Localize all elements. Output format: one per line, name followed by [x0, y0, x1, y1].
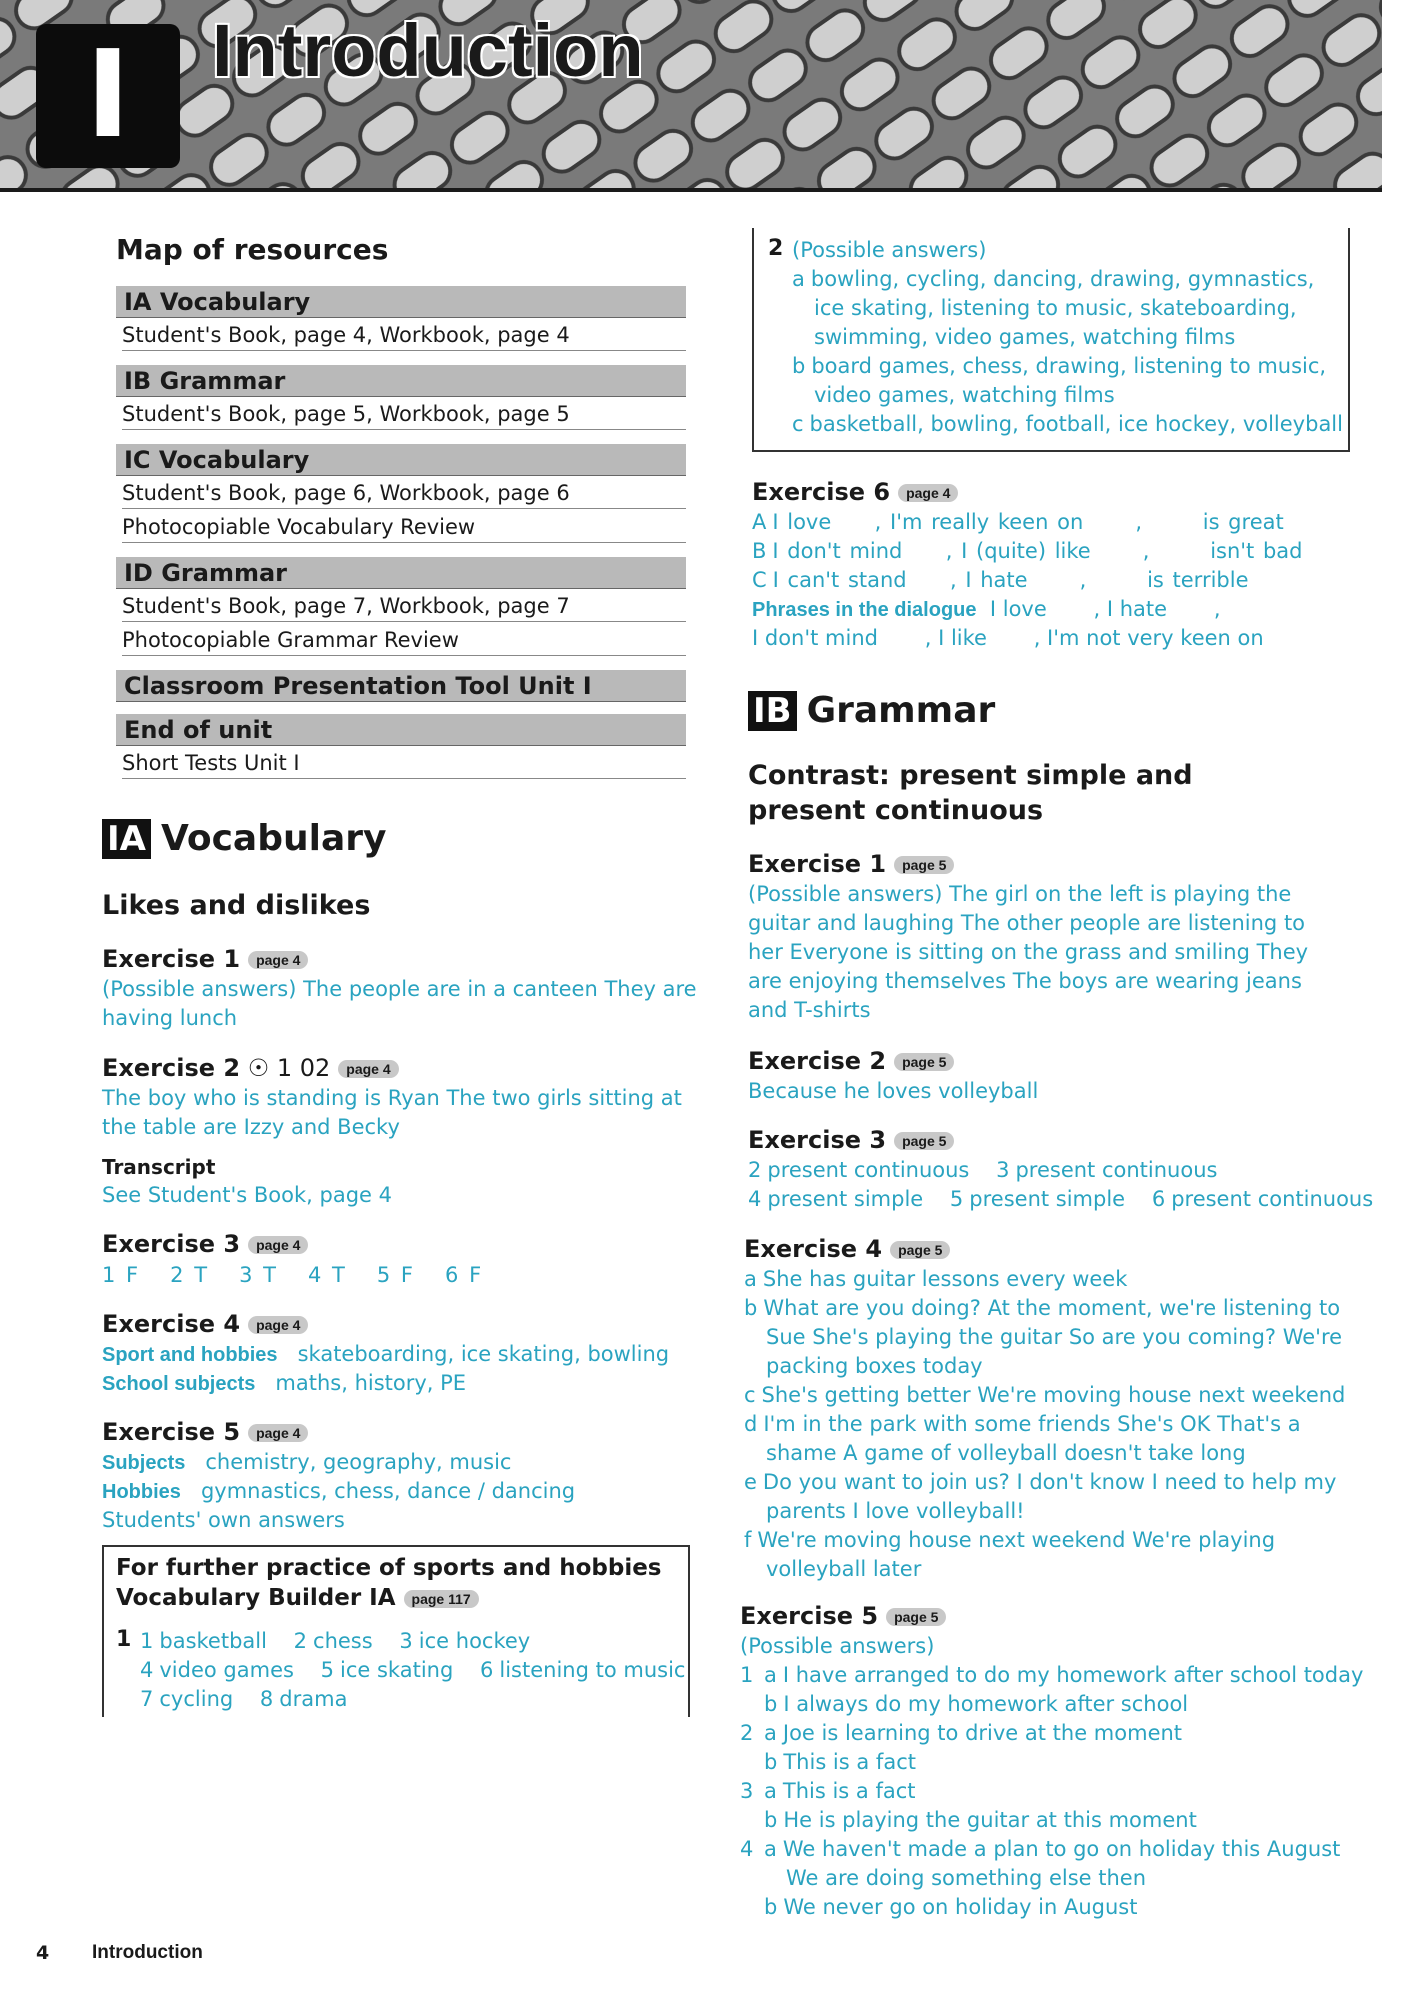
answer-line: ice skating, listening to music, skateboarding, [814, 296, 1297, 320]
answer-line: parents I love volleyball! [766, 1499, 1025, 1523]
exercise-heading: Exercise 2 ☉ 1 02 page 4 [102, 1054, 399, 1082]
page-ref-badge: page 4 [898, 484, 958, 502]
answer-line: Hobbies gymnastics, chess, dance / dancing [102, 1479, 576, 1503]
answer-line: b I always do my homework after school [764, 1692, 1189, 1716]
page-ref-badge: page 5 [894, 1132, 954, 1150]
page-number: 4 [36, 1942, 50, 1964]
map-row: Student's Book, page 7, Workbook, page 7 [122, 591, 686, 622]
answer-line: c She's getting better We're moving house next weekend [744, 1383, 1346, 1407]
answer-line: swimming, video games, watching films [814, 325, 1236, 349]
answer-line: 1 a I have arranged to do my homework after school today [740, 1663, 1364, 1687]
exercise-heading: Exercise 2 page 5 [748, 1047, 954, 1075]
answer-line: b What are you doing? At the moment, we're listening to [744, 1296, 1341, 1320]
exercise-heading: Exercise 4 page 4 [102, 1310, 308, 1338]
answer-line: e Do you want to join us? I don't know I need to help my [744, 1470, 1337, 1494]
item-number: 2 [768, 236, 784, 261]
section-subtitle: Contrast: present simple and [748, 760, 1193, 791]
answer-line: Sport and hobbies skateboarding, ice skating, bowling [102, 1342, 670, 1366]
exercise-heading: Exercise 4 page 5 [744, 1235, 950, 1263]
header-pattern [0, 0, 1382, 188]
answer-line: video games, watching films [814, 383, 1115, 407]
section-title: Vocabulary [160, 818, 387, 859]
answer-line: a bowling, cycling, dancing, drawing, gymnastics, [792, 267, 1315, 291]
answer-line: 1 F 2 T 3 T 4 T 5 F 6 F [102, 1263, 482, 1287]
track-number: 1 02 [276, 1054, 331, 1082]
answer-line: 1 basketball 2 chess 3 ice hockey [140, 1629, 531, 1653]
answer-line: 2 a Joe is learning to drive at the moment [740, 1721, 1183, 1745]
unit-number-box: I [36, 24, 180, 168]
section-subtitle: Likes and dislikes [102, 890, 371, 921]
answer-line: b This is a fact [764, 1750, 916, 1774]
exercise-heading: Exercise 3 page 5 [748, 1126, 954, 1154]
answer-line: Phrases in the dialogue I love , I hate , [752, 597, 1221, 621]
map-row: Student's Book, page 4, Workbook, page 4 [122, 320, 686, 351]
answer-line: having lunch [102, 1006, 238, 1030]
map-row: Student's Book, page 6, Workbook, page 6 [122, 478, 686, 509]
answer-line: (Possible answers) The girl on the left is playing the [748, 882, 1292, 906]
section-tag: IB [748, 691, 797, 731]
answer-line: I don't mind , I like , I'm not very keen on [752, 626, 1264, 650]
exercise-heading: Exercise 6 page 4 [752, 478, 958, 506]
page-ref-badge: page 4 [248, 1316, 308, 1334]
map-row: Student's Book, page 5, Workbook, page 5 [122, 399, 686, 430]
unit-header-banner [0, 0, 1382, 192]
answer-line: (Possible answers) [740, 1634, 935, 1658]
answer-line: C I can't stand , I hate , is terrible [752, 568, 1249, 592]
answer-line: School subjects maths, history, PE [102, 1371, 467, 1395]
answer-line: c basketball, bowling, football, ice hockey, volleyball [792, 412, 1343, 436]
answer-line: 4 a We haven't made a plan to go on holiday this August [740, 1837, 1341, 1861]
exercise-heading: Exercise 5 page 5 [740, 1602, 946, 1630]
page-ref-badge: page 4 [248, 1424, 308, 1442]
answer-line: b board games, chess, drawing, listening to music, [792, 354, 1327, 378]
answer-line: f We're moving house next weekend We're playing [744, 1528, 1276, 1552]
transcript-text: See Student's Book, page 4 [102, 1183, 393, 1207]
answer-line: Students' own answers [102, 1508, 345, 1532]
section-subtitle: present continuous [748, 795, 1044, 826]
answer-line: 7 cycling 8 drama [140, 1687, 348, 1711]
answer-line: d I'm in the park with some friends She's OK That's a [744, 1412, 1301, 1436]
exercise-heading: Exercise 3 page 4 [102, 1230, 308, 1258]
practice-subtitle: Vocabulary Builder IA page 117 [116, 1585, 479, 1611]
exercise-heading: Exercise 1 page 4 [102, 945, 308, 973]
answer-line: shame A game of volleyball doesn't take long [766, 1441, 1246, 1465]
section-tag: IA [102, 819, 151, 859]
practice-box [102, 1545, 690, 1717]
answer-line: Because he loves volleyball [748, 1079, 1039, 1103]
map-bar-ia: IA Vocabulary [116, 286, 686, 318]
answer-line: The boy who is standing is Ryan The two girls sitting at [102, 1086, 682, 1110]
page-ref-badge: page 4 [338, 1060, 398, 1078]
map-row: Short Tests Unit I [122, 748, 686, 779]
answer-line: 2 present continuous 3 present continuous [748, 1158, 1218, 1182]
page-ref-badge: page 5 [894, 1053, 954, 1071]
page-ref-badge: page 5 [890, 1241, 950, 1259]
page-ref-badge: page 5 [886, 1608, 946, 1626]
page-ref-badge: page 117 [404, 1590, 479, 1608]
answer-line: b He is playing the guitar at this moment [764, 1808, 1197, 1832]
map-row: Photocopiable Vocabulary Review [122, 512, 686, 543]
answer-line: 4 video games 5 ice skating 6 listening to music [140, 1658, 686, 1682]
cd-icon: ☉ [247, 1054, 270, 1082]
answer-line: and T-shirts [748, 998, 871, 1022]
answer-line: B I don't mind , I (quite) like , isn't bad [752, 539, 1303, 563]
map-bar-end-of-unit: End of unit [116, 714, 686, 746]
answer-line: Sue She's playing the guitar So are you coming? We're [766, 1325, 1343, 1349]
map-bar-ib: IB Grammar [116, 365, 686, 397]
answer-line: (Possible answers) [792, 238, 987, 262]
footer-label: Introduction [92, 1942, 203, 1963]
map-row: Photocopiable Grammar Review [122, 625, 686, 656]
answer-line: (Possible answers) The people are in a canteen They are [102, 977, 697, 1001]
page-ref-badge: page 4 [248, 951, 308, 969]
practice-num: 1 [116, 1627, 132, 1652]
exercise-heading: Exercise 5 page 4 [102, 1418, 308, 1446]
answer-line: guitar and laughing The other people are listening to [748, 911, 1306, 935]
continued-answer-box [752, 228, 1350, 452]
section-ia-heading [102, 818, 386, 859]
answer-line: 4 present simple 5 present simple 6 present continuous [748, 1187, 1374, 1211]
section-title: Grammar [806, 690, 996, 731]
answer-line: the table are Izzy and Becky [102, 1115, 400, 1139]
answer-line: Subjects chemistry, geography, music [102, 1450, 512, 1474]
answer-line: b We never go on holiday in August [764, 1895, 1138, 1919]
exercise-heading: Exercise 1 page 5 [748, 850, 954, 878]
map-bar-presentation: Classroom Presentation Tool Unit I [116, 670, 686, 702]
transcript-title: Transcript [102, 1155, 216, 1179]
page-ref-badge: page 4 [248, 1236, 308, 1254]
map-bar-ic: IC Vocabulary [116, 444, 686, 476]
answer-line: a She has guitar lessons every week [744, 1267, 1128, 1291]
answer-line: volleyball later [766, 1557, 922, 1581]
answer-line: her Everyone is sitting on the grass and smiling They [748, 940, 1309, 964]
answer-line: We are doing something else then [786, 1866, 1147, 1890]
answer-line: A I love , I'm really keen on , is great [752, 510, 1284, 534]
map-bar-id: ID Grammar [116, 557, 686, 589]
answer-line: packing boxes today [766, 1354, 983, 1378]
section-ib-heading [748, 690, 995, 731]
answer-line: 3 a This is a fact [740, 1779, 916, 1803]
unit-title: Introduction [212, 9, 644, 92]
answer-line: are enjoying themselves The boys are wearing jeans [748, 969, 1302, 993]
page-ref-badge: page 5 [894, 856, 954, 874]
practice-title: For further practice of sports and hobbies [116, 1555, 662, 1581]
map-title: Map of resources [116, 233, 389, 266]
